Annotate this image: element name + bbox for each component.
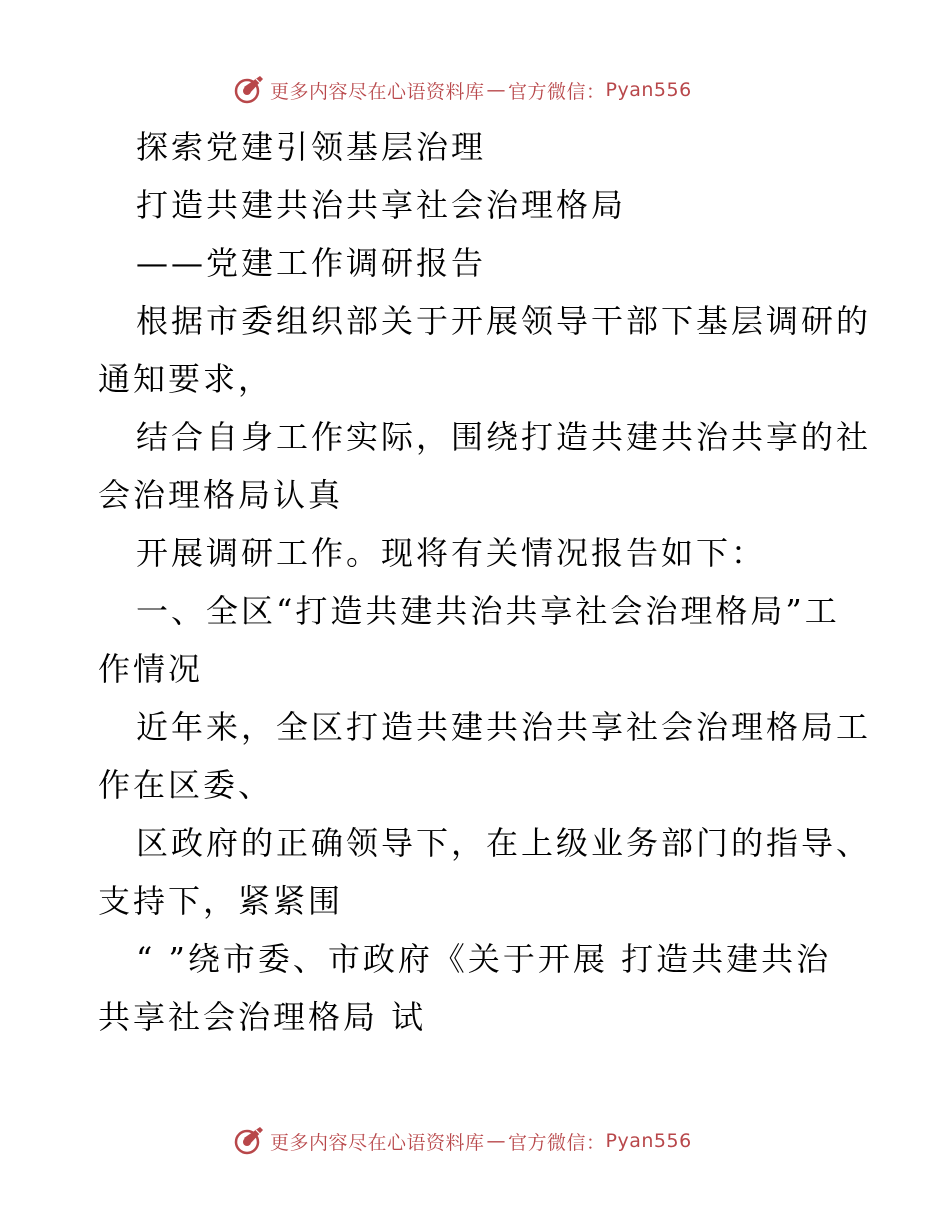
paragraph-line: 开展调研工作。现将有关情况报告如下： xyxy=(136,534,767,572)
paragraph-line: 作在区委、 xyxy=(98,766,274,804)
paragraph-line: 通知要求， xyxy=(98,360,274,398)
watermark-text: 更多内容尽在心语资料库 xyxy=(270,80,485,103)
watermark-separator: — xyxy=(486,1130,507,1152)
section-heading-line: 一、全区“打造共建共治共享社会治理格局”工 xyxy=(136,592,840,630)
watermark-text: 更多内容尽在心语资料库 xyxy=(270,1131,485,1154)
paragraph-line: 近年来，全区打造共建共治共享社会治理格局工 xyxy=(136,708,872,746)
doc-subtitle: ——党建工作调研报告 xyxy=(136,244,487,282)
paragraph-line: “ ”绕市委、市政府《关于开展 打造共建共治 xyxy=(136,940,832,978)
header-watermark xyxy=(232,73,692,107)
watermark-wechat-id: Pyan556 xyxy=(605,1130,692,1152)
paragraph-line: 会治理格局认真 xyxy=(98,476,344,514)
paragraph-line: 根据市委组织部关于开展领导干部下基层调研的 xyxy=(136,302,872,340)
doc-title-line-2: 打造共建共治共享社会治理格局 xyxy=(136,186,627,224)
pen-logo-icon xyxy=(232,1124,266,1158)
document-body xyxy=(98,118,872,1046)
doc-title-line-1: 探索党建引领基层治理 xyxy=(136,128,487,166)
paragraph-line: 结合自身工作实际，围绕打造共建共治共享的社 xyxy=(136,418,872,456)
watermark-label: 官方微信： xyxy=(508,1131,606,1154)
watermark-label: 官方微信： xyxy=(508,80,606,103)
watermark-separator: — xyxy=(486,79,507,101)
paragraph-line: 区政府的正确领导下，在上级业务部门的指导、 xyxy=(136,824,872,862)
footer-watermark xyxy=(232,1124,692,1158)
watermark-wechat-id: Pyan556 xyxy=(605,79,692,101)
paragraph-line: 共享社会治理格局 试 xyxy=(98,998,427,1036)
pen-logo-icon xyxy=(232,73,266,107)
section-heading-line: 作情况 xyxy=(98,650,204,688)
paragraph-line: 支持下，紧紧围 xyxy=(98,882,344,920)
